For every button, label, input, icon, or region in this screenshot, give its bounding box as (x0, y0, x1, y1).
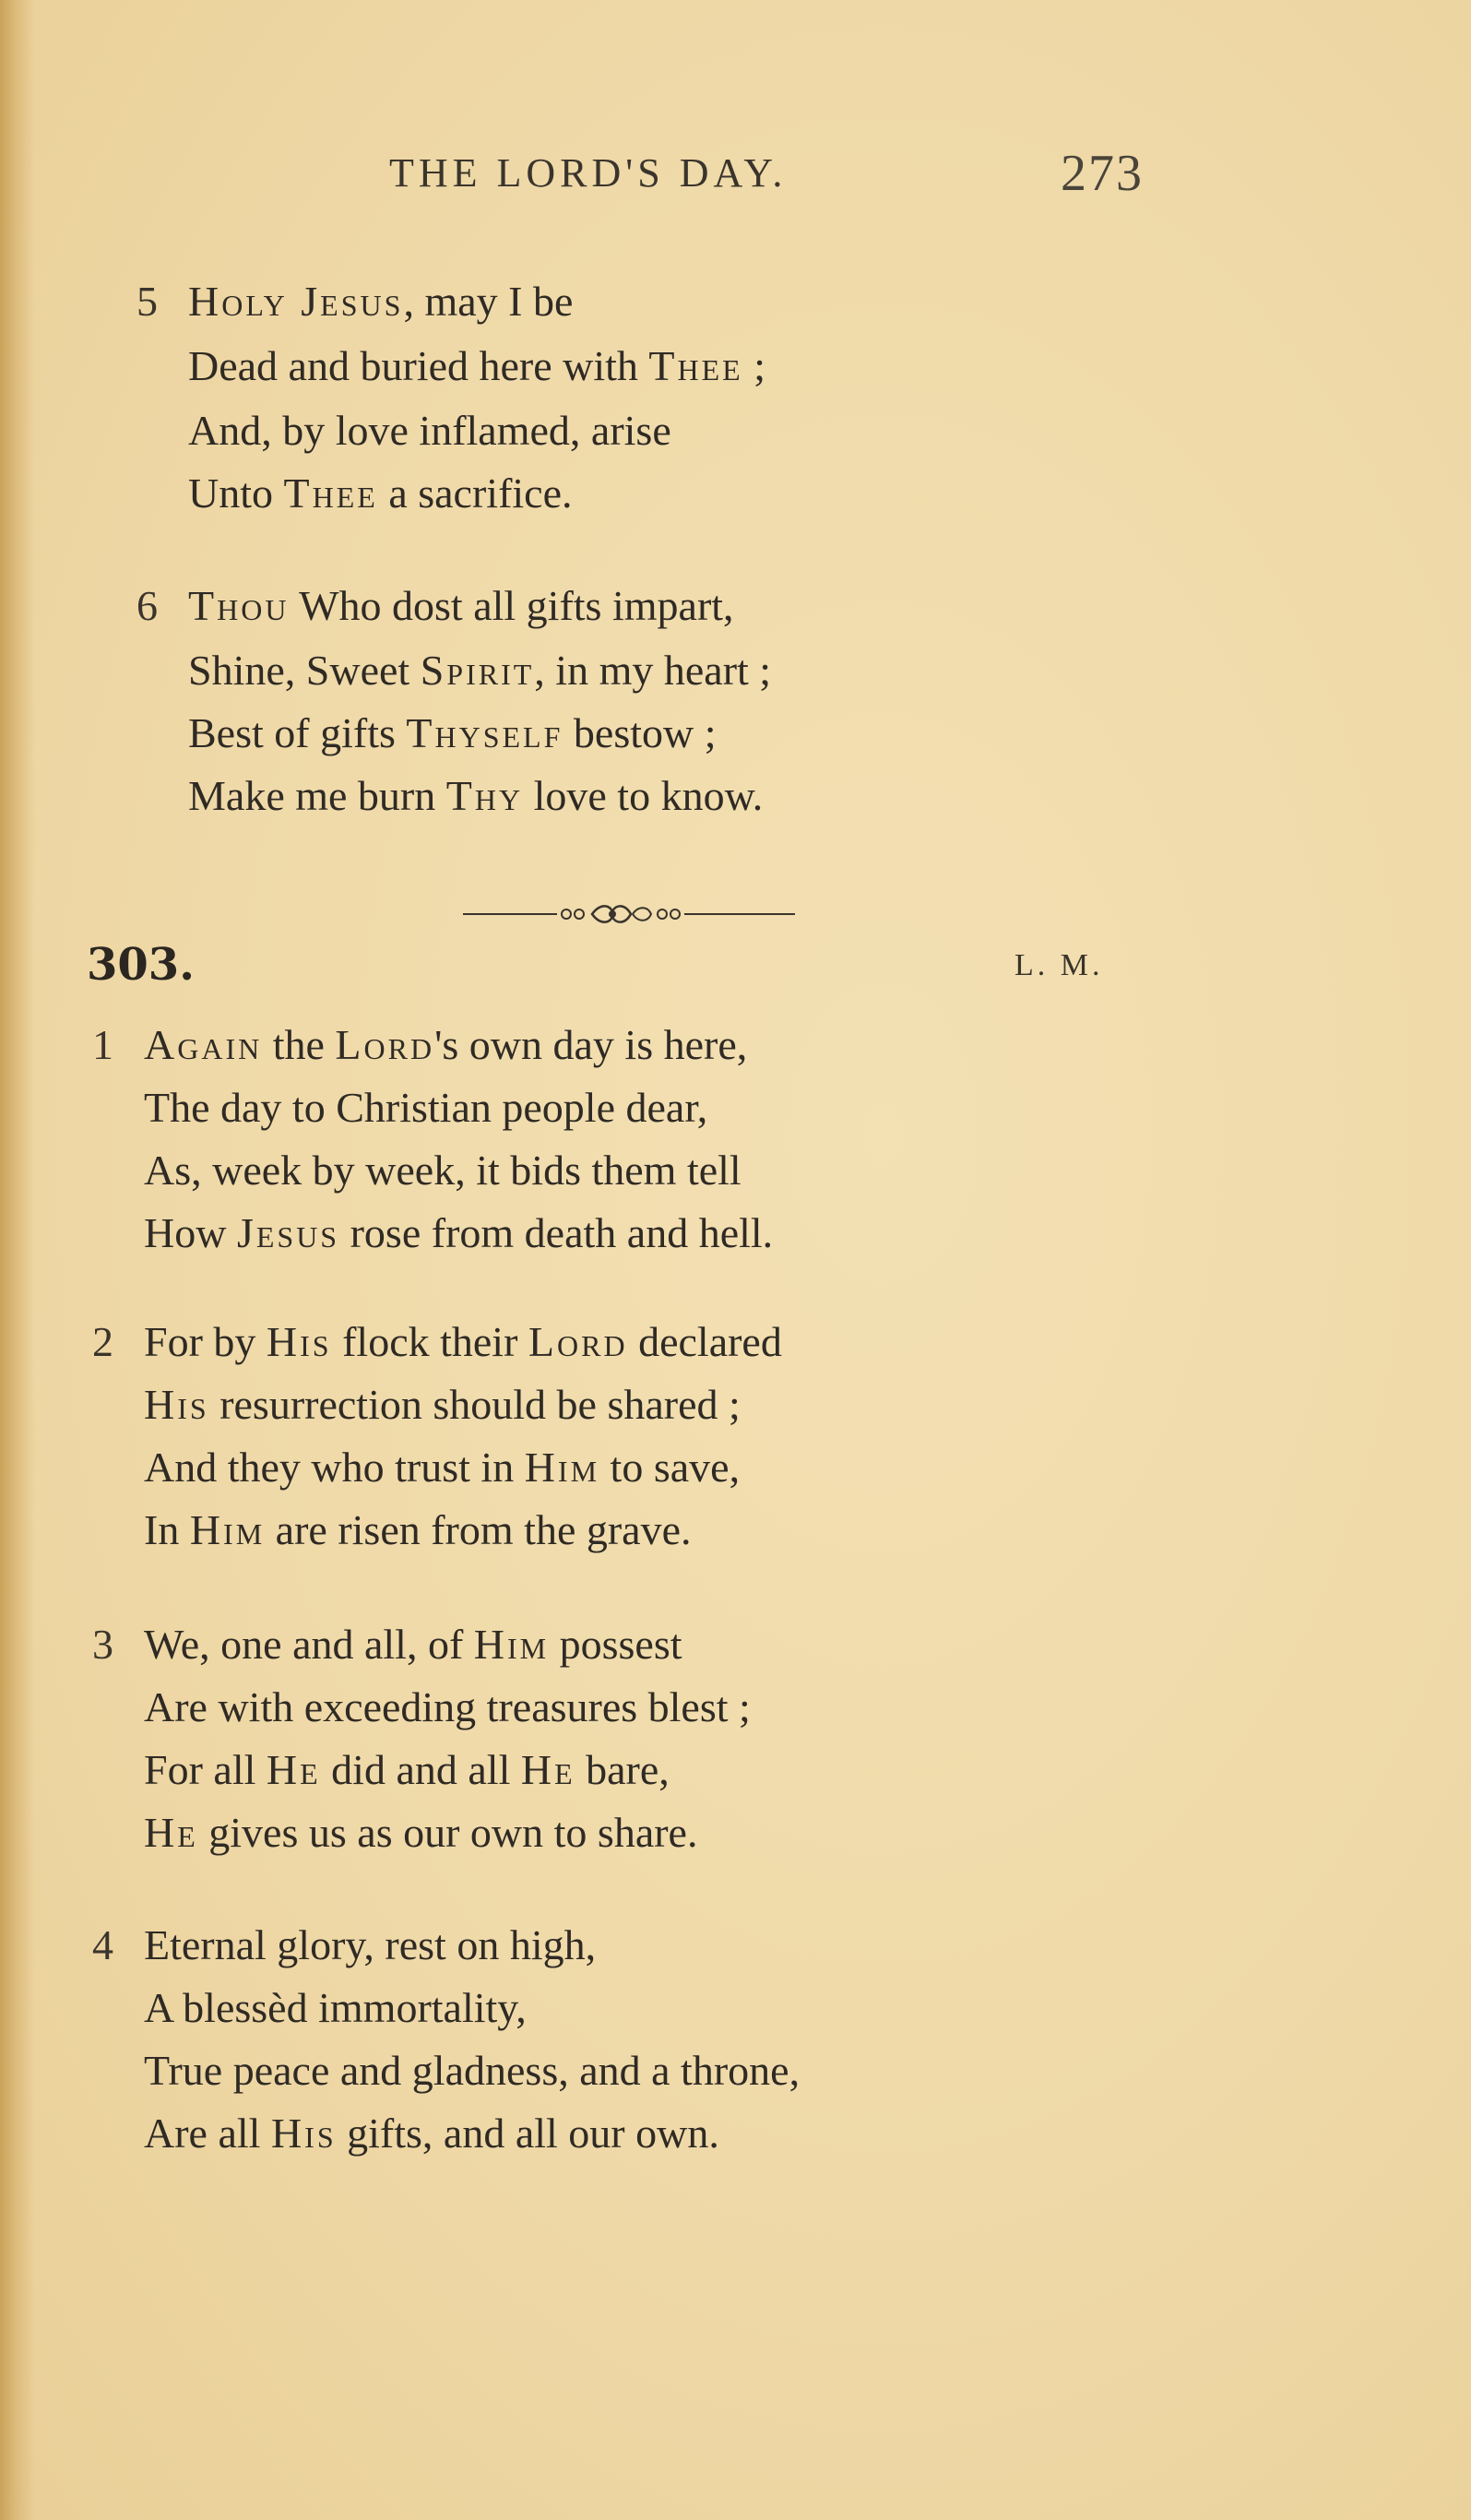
stanza-number: 4 (92, 1921, 113, 1968)
verse-line: Thou Who dost all gifts impart, (188, 582, 734, 629)
verse-line: Holy Jesus, may I be (188, 278, 574, 325)
stanza-number: 3 (92, 1621, 113, 1668)
verse-line: Best of gifts Thyself bestow ; (188, 709, 717, 756)
verse-line: Shine, Sweet Spirit, in my heart ; (188, 647, 772, 694)
verse-line: And they who trust in Him to save, (144, 1444, 741, 1491)
verse-line: How Jesus rose from death and hell. (144, 1209, 774, 1256)
hymn-number: 303. (87, 939, 195, 991)
verse-line: His resurrection should be shared ; (144, 1381, 741, 1428)
verse-line: Are with exceeding treasures blest ; (144, 1683, 751, 1730)
verse-line: He gives us as our own to share. (144, 1809, 698, 1856)
stanza-number: 5 (136, 278, 158, 325)
verse-line: Make me burn Thy love to know. (188, 772, 764, 819)
stanza-number: 1 (92, 1021, 113, 1068)
verse-line: And, by love inflamed, arise (188, 407, 671, 454)
verse-line: The day to Christian people dear, (144, 1084, 708, 1131)
hymn-meter: L. M. (1014, 948, 1104, 982)
page-header (0, 145, 1471, 205)
verse-line: For by His flock their Lord declared (144, 1318, 782, 1365)
verse-line: For all He did and all He bare, (144, 1746, 670, 1793)
running-head: THE LORD'S DAY. (389, 150, 788, 196)
stanza-number: 6 (136, 582, 158, 629)
verse-line: As, week by week, it bids them tell (144, 1147, 741, 1194)
verse-line: True peace and gladness, and a throne, (144, 2047, 801, 2094)
stanza-number: 2 (92, 1318, 113, 1365)
page-binding-edge (0, 0, 35, 2520)
section-divider-ornament (463, 900, 795, 928)
verse-line: A blessèd immortality, (144, 1984, 527, 2031)
verse-line: Dead and buried here with Thee ; (188, 342, 766, 389)
verse-line: In Him are risen from the grave. (144, 1506, 692, 1553)
verse-line: Again the Lord's own day is here, (144, 1021, 748, 1068)
verse-line: Eternal glory, rest on high, (144, 1921, 597, 1968)
page-number: 273 (1061, 145, 1144, 202)
verse-line: We, one and all, of Him possest (144, 1621, 682, 1668)
verse-line: Are all His gifts, and all our own. (144, 2110, 719, 2157)
verse-line: Unto Thee a sacrifice. (188, 470, 573, 517)
